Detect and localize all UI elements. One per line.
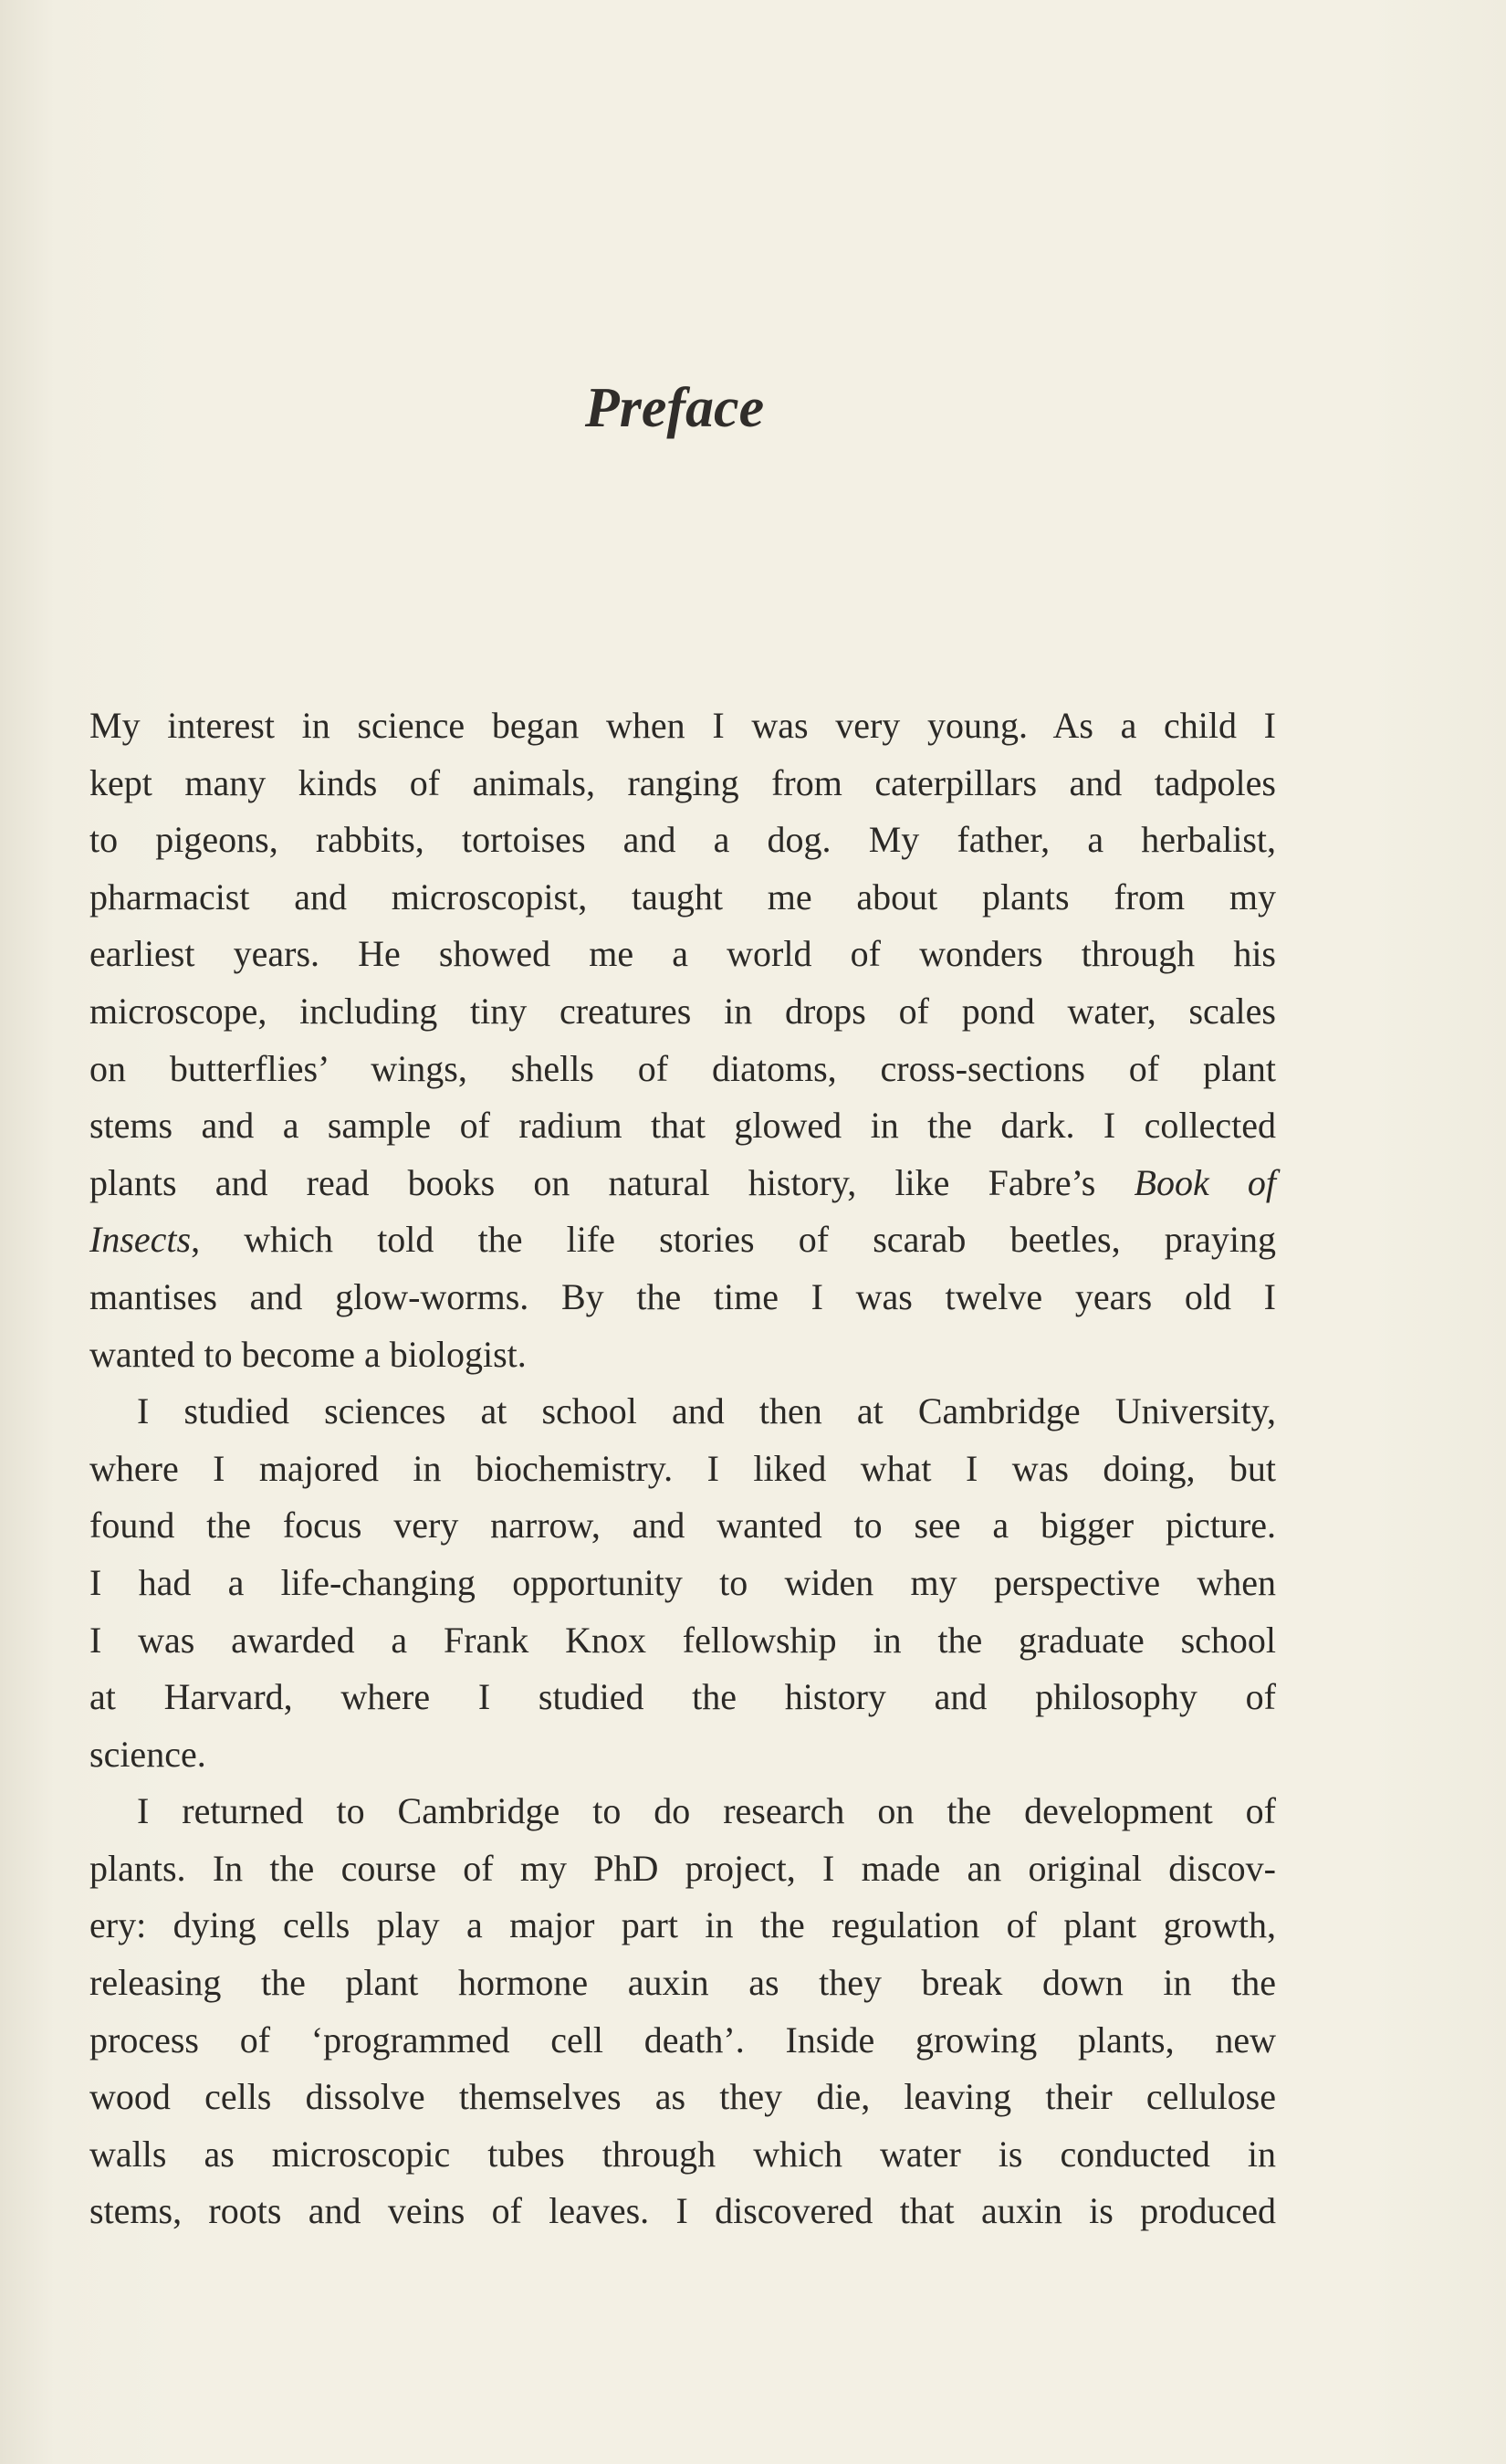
text-segment: I had a life-changing opportunity to widen my perspective when <box>89 1561 1276 1603</box>
text-segment: kept many kinds of animals, ranging from caterpillars and tadpoles <box>89 761 1276 803</box>
text-segment: stems and a sample of radium that glowed in the dark. I collected <box>89 1105 1276 1147</box>
text-segment: My interest in science began when I was very young. As a child I <box>89 705 1276 746</box>
text-line <box>89 1383 1276 1441</box>
text-line <box>89 1955 1276 2012</box>
text-line <box>89 1097 1276 1155</box>
body-text <box>89 697 1276 2240</box>
text-line <box>89 2126 1276 2184</box>
text-segment: mantises and glow-worms. By the time I was twelve years old I <box>89 1275 1276 1317</box>
text-segment: I returned to Cambridge to do research on the development of <box>137 1790 1276 1832</box>
text-segment: I studied sciences at school and then at Cambridge University, <box>137 1390 1276 1432</box>
text-segment: process of ‘programmed cell death’. Inside growing plants, new <box>89 2018 1276 2060</box>
text-line <box>89 983 1276 1041</box>
text-segment: on butterflies’ wings, shells of diatoms, cross-sections of plant <box>89 1047 1276 1089</box>
text-line <box>89 812 1276 869</box>
text-segment: I was awarded a Frank Knox fellowship in the graduate school <box>89 1619 1276 1661</box>
text-line <box>89 2012 1276 2070</box>
text-segment: microscope, including tiny creatures in drops of pond water, scales <box>89 990 1276 1032</box>
text-segment: found the focus very narrow, and wanted to see a bigger picture. <box>89 1505 1276 1547</box>
text-segment: , which told the life stories of scarab beetles, praying <box>191 1219 1276 1261</box>
text-segment: plants. In the course of my PhD project, I made an original discov- <box>89 1847 1276 1889</box>
text-line <box>89 1326 1276 1384</box>
text-line <box>89 869 1276 927</box>
text-line <box>89 1269 1276 1326</box>
text-line <box>89 697 1276 755</box>
text-line <box>89 1669 1276 1726</box>
text-segment: stems, roots and veins of leaves. I discovered that auxin is produced <box>89 2190 1276 2232</box>
text-line <box>89 1041 1276 1098</box>
text-line <box>89 1612 1276 1670</box>
text-segment: earliest years. He showed me a world of wonders through his <box>89 933 1276 975</box>
text-line <box>89 1441 1276 1498</box>
text-segment: at Harvard, where I studied the history and philosophy of <box>89 1676 1276 1718</box>
text-line <box>89 1783 1276 1840</box>
text-segment: pharmacist and microscopist, taught me about plants from my <box>89 876 1276 917</box>
text-line <box>89 1726 1276 1784</box>
text-segment: science. <box>89 1733 206 1775</box>
text-segment: walls as microscopic tubes through which water is conducted in <box>89 2133 1276 2175</box>
paragraph <box>89 1783 1276 2240</box>
text-line <box>89 1897 1276 1955</box>
text-segment: to pigeons, rabbits, tortoises and a dog. My father, a herbalist, <box>89 819 1276 861</box>
text-segment: plants and read books on natural history, like Fabre’s <box>89 1161 1135 1203</box>
text-line <box>89 755 1276 813</box>
chapter-title: Preface <box>584 376 765 439</box>
text-segment: releasing the plant hormone auxin as they break down in the <box>89 1962 1276 2004</box>
text-line <box>89 1155 1276 1212</box>
italic-text: Book of <box>1134 1161 1277 1203</box>
text-segment: wood cells dissolve themselves as they die, leaving their cellulose <box>89 2076 1276 2118</box>
text-line <box>89 2183 1276 2240</box>
paragraph <box>89 1383 1276 1783</box>
text-line <box>89 2069 1276 2126</box>
paragraph <box>89 697 1276 1383</box>
text-line <box>89 1211 1276 1269</box>
text-line <box>89 1497 1276 1555</box>
text-segment: where I majored in biochemistry. I liked what I was doing, but <box>89 1447 1276 1489</box>
italic-text: Insects <box>89 1219 192 1261</box>
text-line <box>89 926 1276 983</box>
text-segment: ery: dying cells play a major part in the regulation of plant growth, <box>89 1904 1276 1946</box>
text-line <box>89 1840 1276 1898</box>
text-line <box>89 1555 1276 1612</box>
text-segment: wanted to become a biologist. <box>89 1333 527 1375</box>
